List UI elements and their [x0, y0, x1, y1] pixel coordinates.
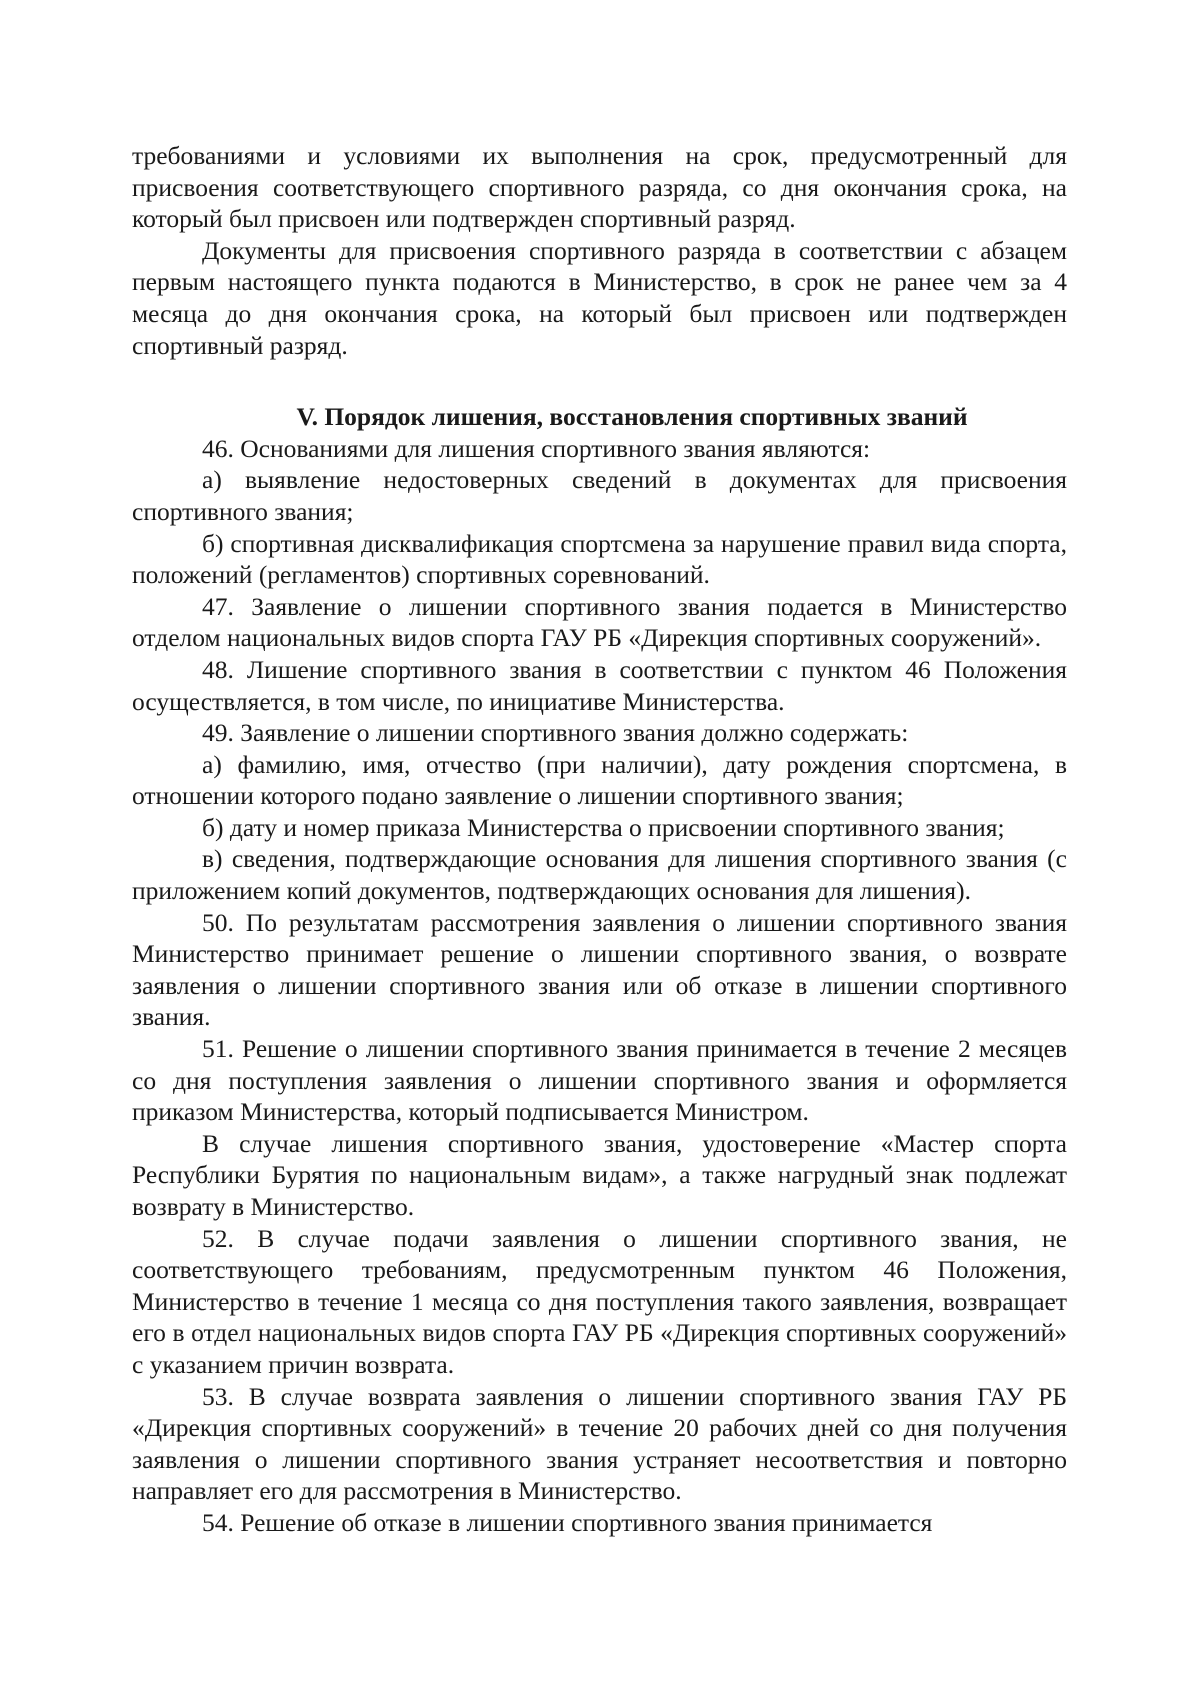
paragraph-49-c: в) сведения, подтверждающие основания для лишения спортивного звания (с приложением копий документов, подтверждающих основания для лишения).: [132, 844, 1067, 906]
paragraph-46-a: а) выявление недостоверных сведений в документах для присвоения спортивного звания;: [132, 465, 1067, 526]
paragraph-51-return: В случае лишения спортивного звания, удостоверение «Мастер спорта Республики Бурятия по национальным видам», а также нагрудный знак подлежат возврату в Министерство.: [132, 1128, 1067, 1221]
paragraph-52: 52. В случае подачи заявления о лишении спортивного звания, не соответствующего требованиям, предусмотренным пунктом 46 Положения, Министерство в течение 1 месяца со дня поступления такого заявления, возвращает его в отдел национальных видов спорта ГАУ РБ «Дирекция спортивных сооружений» с указанием причин возврата.: [132, 1223, 1067, 1379]
paragraph-50: 50. По результатам рассмотрения заявления о лишении спортивного звания Министерство принимает решение о лишении спортивного звания, о возврате заявления о лишении спортивного звания или об отказе в лишении спортивного звания.: [132, 907, 1067, 1032]
paragraph-46: 46. Основаниями для лишения спортивного звания являются:: [202, 433, 871, 463]
paragraph-49-a: а) фамилию, имя, отчество (при наличии), дату рождения спортсмена, в отношении которого подано заявление о лишении спортивного звания;: [132, 749, 1067, 811]
paragraph-documents-submission: Документы для присвоения спортивного разряда в соответствии с абзацем первым настоящего пункта подаются в Министерство, в срок не ранее чем за 4 месяца до дня окончания срока, на который был присвоен или подтвержден спортивный разряд.: [132, 235, 1067, 360]
paragraph-49-b: б) дату и номер приказа Министерства о присвоении спортивного звания;: [202, 812, 1005, 842]
paragraph-51: 51. Решение о лишении спортивного звания принимается в течение 2 месяцев со дня поступления заявления о лишении спортивного звания и оформляется приказом Министерства, который подписывается Министром.: [132, 1034, 1067, 1127]
paragraph-48: 48. Лишение спортивного звания в соответствии с пунктом 46 Положения осуществляется, в том числе, по инициативе Министерства.: [132, 654, 1067, 716]
paragraph-53: 53. В случае возврата заявления о лишении спортивного звания ГАУ РБ «Дирекция спортивных сооружений» в течение 20 рабочих дней со дня получения заявления о лишении спортивного звания устраняет несоответствия и повторно направляет его для рассмотрения в Министерство.: [132, 1381, 1067, 1506]
paragraph-49: 49. Заявление о лишении спортивного звания должно содержать:: [202, 718, 909, 748]
paragraph-46-b: б) спортивная дисквалификация спортсмена за нарушение правил вида спорта, положений (регламентов) спортивных соревнований.: [132, 528, 1067, 590]
paragraph-54: 54. Решение об отказе в лишении спортивного звания принимается: [202, 1507, 933, 1537]
paragraph-47: 47. Заявление о лишении спортивного звания подается в Министерство отделом национальных видов спорта ГАУ РБ «Дирекция спортивных сооружений».: [132, 591, 1067, 653]
continuation-paragraph: требованиями и условиями их выполнения на срок, предусмотренный для присвоения соответствующего спортивного разряда, со дня окончания срока, на который был присвоен или подтвержден спортивный разряд.: [132, 141, 1067, 234]
document-body: [132, 140, 1067, 1539]
section-title: V. Порядок лишения, восстановления спортивных званий: [296, 402, 968, 432]
